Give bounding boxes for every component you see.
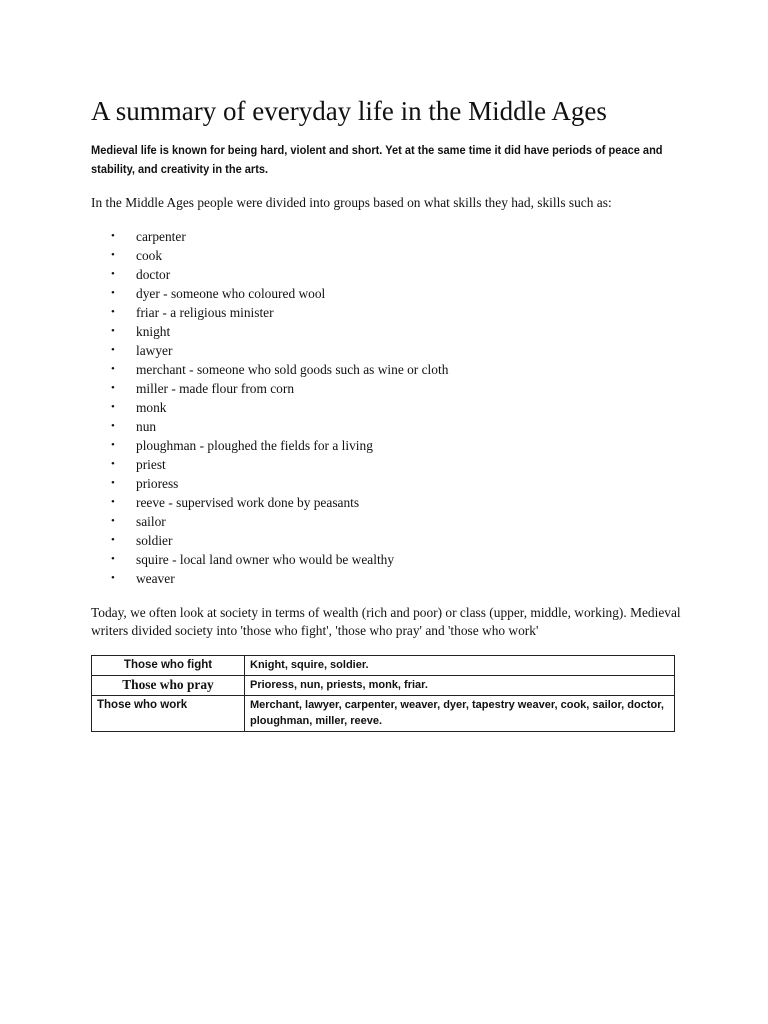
table-row <box>92 676 675 696</box>
bullet-icon: • <box>111 325 115 337</box>
bullet-icon: • <box>111 515 115 527</box>
members-cell: Knight, squire, soldier. <box>245 656 675 676</box>
lead-paragraph: Medieval life is known for being hard, violent and short. Yet at the same time it did have periods of peace and stability, and creativity in the arts. <box>91 143 663 176</box>
list-item: • miller - made flour from corn <box>111 381 295 396</box>
list-item: • squire - local land owner who would be wealthy <box>111 552 395 567</box>
society-paragraph: Today, we often look at society in terms of wealth (rich and poor) or class (upper, middle, working). Medieval writers divided society into 'those who fight', 'those who pray' and 'those who work' <box>91 605 681 638</box>
list-item: • dyer - someone who coloured wool <box>111 286 326 301</box>
bullet-icon: • <box>111 458 115 470</box>
bullet-icon: • <box>111 363 115 375</box>
skills-list <box>91 227 681 588</box>
list-item: • weaver <box>111 571 175 586</box>
list-item: • soldier <box>111 533 173 548</box>
list-item: • sailor <box>111 514 166 529</box>
intro-paragraph: In the Middle Ages people were divided into groups based on what skills they had, skills such as: <box>91 195 612 210</box>
bullet-icon: • <box>111 401 115 413</box>
group-cell: Those who work <box>92 696 245 732</box>
society-table <box>91 655 675 732</box>
bullet-icon: • <box>111 496 115 508</box>
document-page <box>91 94 681 732</box>
bullet-icon: • <box>111 553 115 565</box>
list-item: • nun <box>111 419 157 434</box>
list-item: • carpenter <box>111 229 186 244</box>
members-cell: Merchant, lawyer, carpenter, weaver, dyer, tapestry weaver, cook, sailor, doctor, ploughman, miller, reeve. <box>245 696 675 732</box>
bullet-icon: • <box>111 420 115 432</box>
list-item: • friar - a religious minister <box>111 305 274 320</box>
list-item: • merchant - someone who sold goods such as wine or cloth <box>111 362 449 377</box>
members-cell: Prioress, nun, priests, monk, friar. <box>245 676 675 696</box>
list-item: • monk <box>111 400 167 415</box>
group-cell: Those who pray <box>92 676 245 696</box>
bullet-icon: • <box>111 287 115 299</box>
list-item: • reeve - supervised work done by peasants <box>111 495 360 510</box>
bullet-icon: • <box>111 230 115 242</box>
list-item: • cook <box>111 248 163 263</box>
list-item: • lawyer <box>111 343 173 358</box>
bullet-icon: • <box>111 268 115 280</box>
bullet-icon: • <box>111 439 115 451</box>
bullet-icon: • <box>111 477 115 489</box>
bullet-icon: • <box>111 572 115 584</box>
list-item: • priest <box>111 457 166 472</box>
table-row <box>92 696 675 732</box>
page-title: A summary of everyday life in the Middle Ages <box>91 96 607 126</box>
list-item: • knight <box>111 324 171 339</box>
bullet-icon: • <box>111 306 115 318</box>
list-item: • ploughman - ploughed the fields for a living <box>111 438 373 453</box>
bullet-icon: • <box>111 534 115 546</box>
list-item: • doctor <box>111 267 171 282</box>
list-item: • prioress <box>111 476 179 491</box>
group-cell: Those who fight <box>92 656 245 676</box>
bullet-icon: • <box>111 382 115 394</box>
bullet-icon: • <box>111 344 115 356</box>
table-row <box>92 656 675 676</box>
bullet-icon: • <box>111 249 115 261</box>
